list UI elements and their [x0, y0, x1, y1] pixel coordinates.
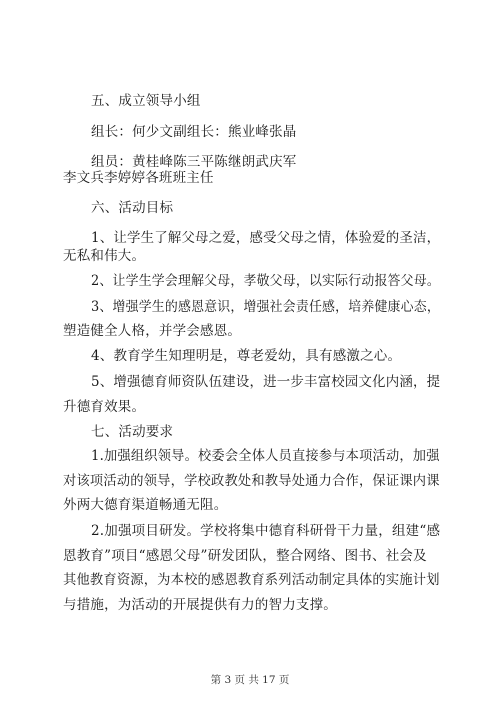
- text-line: 组长：何少文副组长：熊业峰张晶: [91, 124, 297, 140]
- text-line: 塑造健全人格，并学会感恩。: [63, 323, 242, 339]
- text-line: 4、教育学生知理明是，尊老爱幼，具有感激之心。: [91, 348, 402, 364]
- text-line: 无私和伟大。: [63, 248, 146, 264]
- page-number: 第 3 页 共 17 页: [210, 674, 290, 686]
- text-line: 升德育效果。: [63, 399, 146, 415]
- text-line: 2、让学生学会理解父母，孝敬父母，以实际行动报答父母。: [91, 273, 440, 289]
- text-line: 外两大德育渠道畅通无阻。: [63, 497, 228, 513]
- text-line: 组员：黄桂峰陈三平陈继朗武庆军: [91, 154, 297, 170]
- text-line: 与措施，为活动的开展提供有力的智力支撑。: [63, 597, 337, 613]
- text-line: 2.加强项目研发。学校将集中德育科研骨干力量，组建“感: [91, 523, 441, 539]
- text-line: 对该项活动的领导，学校政教处和教导处通力合作，保证课内课: [63, 473, 440, 489]
- text-line: 1、让学生了解父母之爱，感受父母之情，体验爱的圣洁，: [91, 230, 441, 246]
- text-line: 恩教育”项目“感恩父母”研发团队，整合网络、图书、社会及: [63, 548, 427, 564]
- text-line: 六、活动目标: [91, 200, 174, 216]
- text-line: 5、增强德育师资队伍建设，进一步丰富校园文化内涵，提: [91, 374, 441, 390]
- text-line: 其他教育资源，为本校的感恩教育系列活动制定具体的实施计划: [63, 572, 440, 588]
- text-line: 3、增强学生的感恩意识，增强社会责任感，培养健康心态，: [91, 299, 440, 315]
- text-line: 五、成立领导小组: [91, 93, 201, 109]
- text-line: 1.加强组织领导。校委会全体人员直接参与本项活动，加强: [91, 448, 440, 464]
- text-line: 七、活动要求: [91, 424, 174, 440]
- text-line: 李文兵李婷婷各班班主任: [63, 170, 214, 186]
